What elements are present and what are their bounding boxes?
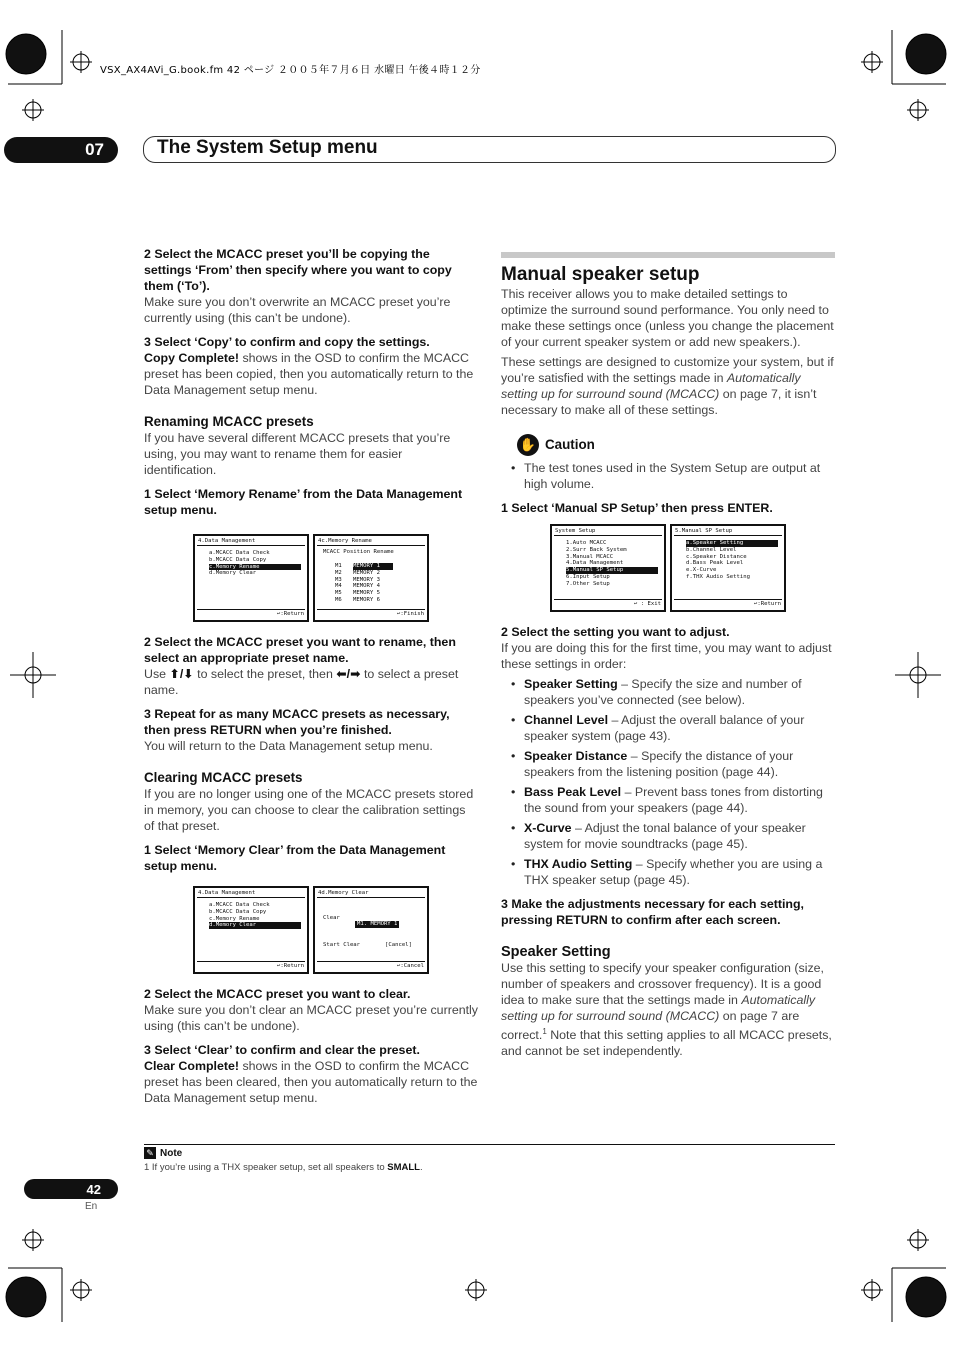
- right-column: [501, 252, 835, 1059]
- note-text: 1 If you’re using a THX speaker setup, set all speakers to SMALL.: [144, 1162, 423, 1173]
- osd-menu-item: a.MCACC Data Check: [209, 902, 270, 908]
- page-number: 42: [24, 1179, 118, 1199]
- osd-menu-item: 7.Other Setup: [566, 580, 610, 587]
- left-column: [144, 246, 478, 1106]
- rename-intro: If you have several different MCACC presets that you’re using, you may want to rename them for easier identification.: [144, 431, 451, 477]
- osd-menu-item: 6.Input Setup: [566, 573, 610, 580]
- rename-step-1: 1 Select ‘Memory Rename’ from the Data Management setup menu.: [144, 487, 463, 517]
- osd-menu-item: c.Memory Rename: [209, 915, 260, 922]
- copy-step-3-body: Copy Complete! shows in the OSD to confirm the MCACC preset has been copied, then you automatically return to the Data Management setup menu.: [144, 351, 474, 397]
- copy-step-2: 2 Select the MCACC preset you’ll be copying the settings ‘From’ then specify where you want to copy them (‘To’).: [144, 247, 452, 293]
- section-heading: Manual speaker setup: [501, 264, 700, 285]
- caution-hand-icon: ✋: [517, 434, 539, 456]
- section-rule: [501, 252, 835, 258]
- footnote-ref: 1: [542, 1027, 547, 1036]
- osd-memory-row: M1 MEMORY 1: [335, 563, 393, 570]
- intro-2: These settings are designed to customize your system, but if you’re satisfied with the settings made in Automatically setting up for surround sound (MCACC) on page 7, it isn’t necessary to make all of these settings.: [501, 355, 834, 417]
- osd-data-management: 4.Data Management a.MCACC Data Check b.MCACC Data Copy c.Memory Rename d.Memory Clear ↩:Return: [193, 886, 309, 974]
- print-header: VSX_AX4AVi_G.book.fm 42 ページ ２００５年７月６日 水曜日 午後４時１２分: [100, 65, 481, 76]
- osd-menu-item: f.THX Audio Setting: [686, 573, 750, 580]
- osd-footer: ↩:Return: [277, 611, 304, 618]
- clear-step-3: 3 Select ‘Clear’ to confirm and clear the preset.: [144, 1043, 420, 1057]
- osd-menu-item: 1.Auto MCACC: [566, 540, 607, 546]
- osd-menu-item: c.Speaker Distance: [686, 553, 747, 560]
- rename-step-3-body: You will return to the Data Management setup menu.: [144, 739, 433, 753]
- osd-memory-row: M3 MEMORY 3: [335, 576, 380, 583]
- manual-step-2-body: If you are doing this for the first time, you may want to adjust these settings in order:: [501, 641, 832, 671]
- note-heading: ✎ Note: [144, 1147, 182, 1159]
- settings-list: [501, 676, 835, 888]
- osd-rename-screens: [144, 534, 478, 622]
- osd-menu-item: b.Channel Level: [686, 546, 737, 553]
- rename-step-2-body: Use ⬆/⬇ to select the preset, then ⬅/➡ to select a preset name.: [144, 667, 459, 697]
- clear-complete-label: Clear Complete!: [144, 1059, 240, 1073]
- osd-menu-item: a.MCACC Data Check: [209, 550, 270, 556]
- clear-step-1: 1 Select ‘Memory Clear’ from the Data Management setup menu.: [144, 843, 446, 873]
- clear-intro: If you are no longer using one of the MCACC presets stored in memory, you can choose to clear the calibration settings of that preset.: [144, 787, 474, 833]
- settings-item: • Speaker Distance – Specify the distance of your speakers from the listening position (page 44).: [501, 748, 835, 780]
- osd-menu-item: d.Memory Clear: [209, 570, 257, 577]
- osd-manual-screens: [501, 524, 835, 612]
- caution-item: • The test tones used in the System Setup are output at high volume.: [501, 460, 835, 492]
- osd-menu-item-selected: c.Memory Rename: [209, 564, 301, 571]
- osd-menu-item-selected: 5.Manual SP Setup: [566, 567, 658, 574]
- clear-step-2: 2 Select the MCACC preset you want to clear.: [144, 987, 411, 1001]
- osd-memory-rename: 4c.Memory Rename MCACC Position Rename M1 MEMORY 1 M2 MEMORY 2 M3 MEMORY 3 M4 MEMORY 4 M5 MEMORY 5 M6 MEMORY 6 ↩:Finish: [313, 534, 429, 622]
- osd-subtitle: MCACC Position Rename: [323, 549, 394, 555]
- chapter-number: 07: [4, 137, 118, 163]
- osd-clear-value: M1. MEMORY 1: [357, 921, 398, 927]
- settings-item: • X-Curve – Adjust the tonal balance of your speaker system for movie soundtracks (page 45).: [501, 820, 835, 852]
- caution-heading: ✋ Caution: [517, 434, 835, 456]
- osd-clear-label: Clear: [323, 915, 340, 921]
- settings-item: • Speaker Setting – Specify the size and number of speakers you’ve connected (see below).: [501, 676, 835, 708]
- osd-footer: ↩:Cancel: [397, 963, 424, 970]
- clear-step-3-body: Clear Complete! shows in the OSD to confirm the MCACC preset has been cleared, then you automatically return to the Data Management setup menu.: [144, 1059, 478, 1105]
- manual-step-2: 2 Select the setting you want to adjust.: [501, 625, 730, 639]
- copy-complete-label: Copy Complete!: [144, 351, 239, 365]
- osd-memory-row: M6 MEMORY 6: [335, 596, 380, 603]
- osd-footer: ↩:Finish: [397, 611, 424, 618]
- intro-1: This receiver allows you to make detailed settings to optimize the surround sound performance. You only need to make these settings once (unless you change the placement of your current speaker system or add new speakers.).: [501, 287, 834, 349]
- osd-system-setup: System Setup 1.Auto MCACC 2.Surr Back System 3.Manual MCACC 4.Data Management 5.Manual SP Setup 6.Input Setup 7.Other Setup ↩ : Exit: [550, 524, 666, 612]
- osd-menu-item: b.MCACC Data Copy: [209, 908, 267, 915]
- page-language: En: [85, 1201, 98, 1212]
- settings-item: • Bass Peak Level – Prevent bass tones from distorting the sound from your speakers (page 44).: [501, 784, 835, 816]
- settings-item: • THX Audio Setting – Specify whether you are using a THX speaker setup (page 45).: [501, 856, 835, 888]
- osd-menu-item-selected: d.Memory Clear: [209, 922, 301, 929]
- up-down-arrows-icon: ⬆/⬇: [169, 667, 194, 681]
- osd-menu-item: 3.Manual MCACC: [566, 553, 614, 560]
- manual-step-1: 1 Select ‘Manual SP Setup’ then press ENTER.: [501, 501, 773, 515]
- manual-step-3: 3 Make the adjustments necessary for each setting, pressing RETURN to confirm after each screen.: [501, 897, 804, 927]
- clear-heading: Clearing MCACC presets: [144, 770, 303, 785]
- osd-menu-item: b.MCACC Data Copy: [209, 556, 267, 563]
- osd-footer: ↩:Return: [754, 601, 781, 608]
- speaker-setting-body: Use this setting to specify your speaker configuration (size, number of speakers and crossover frequency). It is a good idea to make sure that the settings made in Automatically setting up for surround sound (MCACC) on page 7 are correct.$^1$ Note that this setting applies to all MCACC presets, and cannot be set independently.: [501, 961, 832, 1059]
- osd-footer: ↩ : Exit: [634, 601, 661, 608]
- osd-manual-sp-setup: 5.Manual SP Setup a.Speaker Setting b.Channel Level c.Speaker Distance d.Bass Peak Level e.X-Curve f.THX Audio Setting ↩:Return: [670, 524, 786, 612]
- osd-menu-item: e.X-Curve: [686, 567, 717, 574]
- left-right-arrows-icon: ⬅/➡: [336, 667, 361, 681]
- copy-step-2-body: Make sure you don’t overwrite an MCACC preset you’re currently using (this can’t be undone).: [144, 295, 451, 325]
- caution-list: [501, 460, 835, 492]
- copy-step-3: 3 Select ‘Copy’ to confirm and copy the settings.: [144, 335, 430, 349]
- osd-menu-item: d.Bass Peak Level: [686, 560, 744, 567]
- osd-start-clear: Start Clear: [323, 942, 361, 948]
- osd-footer: ↩:Return: [277, 963, 304, 970]
- settings-item: • Channel Level – Adjust the overall balance of your speaker system (page 43).: [501, 712, 835, 744]
- chapter-title: The System Setup menu: [157, 137, 378, 158]
- clear-step-2-body: Make sure you don’t clear an MCACC preset you’re currently using (this can’t be undone).: [144, 1003, 478, 1033]
- osd-memory-row: M2 MEMORY 2: [335, 569, 380, 576]
- osd-cancel: [Cancel]: [385, 942, 412, 948]
- rename-heading: Renaming MCACC presets: [144, 414, 314, 429]
- osd-clear-screens: [144, 886, 478, 974]
- osd-data-management: 4.Data Management a.MCACC Data Check b.MCACC Data Copy c.Memory Rename d.Memory Clear ↩:Return: [193, 534, 309, 622]
- note-rule: [144, 1144, 835, 1145]
- speaker-setting-heading: Speaker Setting: [501, 944, 611, 960]
- rename-step-2: 2 Select the MCACC preset you want to rename, then select an appropriate preset name.: [144, 635, 456, 665]
- osd-memory-row: M4 MEMORY 4: [335, 583, 380, 590]
- osd-menu-item: 2.Surr Back System: [566, 546, 627, 553]
- pencil-icon: ✎: [144, 1147, 156, 1159]
- osd-menu-item-selected: a.Speaker Setting: [686, 540, 778, 547]
- osd-memory-row: M5 MEMORY 5: [335, 590, 380, 597]
- rename-step-3: 3 Repeat for as many MCACC presets as necessary, then press RETURN when you’re finished.: [144, 707, 450, 737]
- osd-memory-clear: 4d.Memory Clear Clear M1. MEMORY 1 Start Clear [Cancel] ↩:Cancel: [313, 886, 429, 974]
- osd-menu-item: 4.Data Management: [566, 560, 624, 567]
